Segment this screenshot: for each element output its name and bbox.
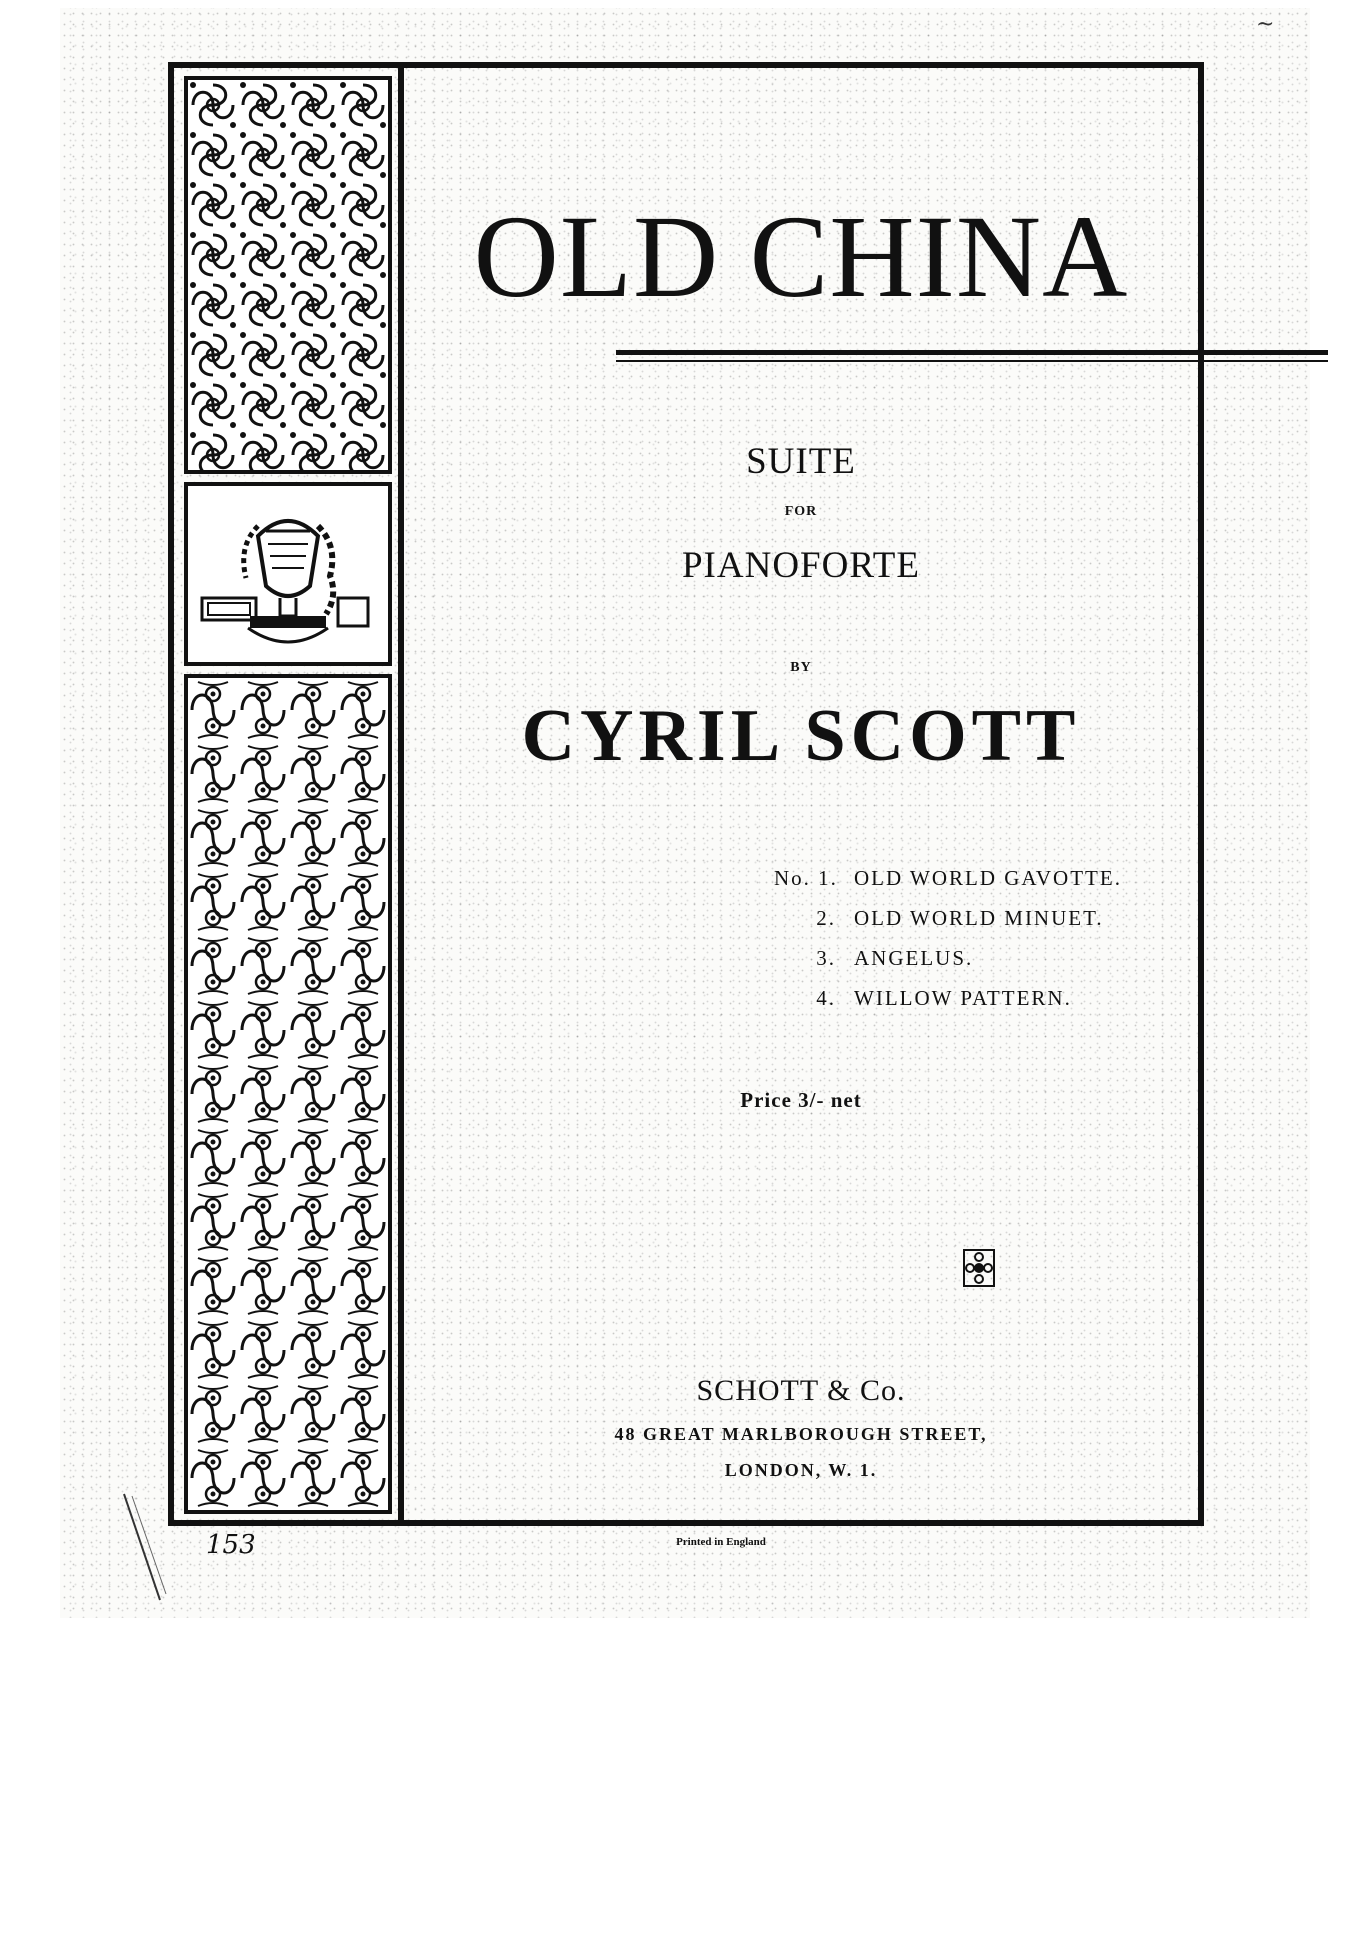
cover-frame bbox=[168, 62, 1204, 1526]
handwritten-number: 153 bbox=[206, 1530, 256, 1560]
cover-content bbox=[404, 68, 1198, 1520]
title-underline bbox=[616, 350, 1328, 355]
by-label: BY bbox=[790, 660, 812, 675]
piece-title: OLD WORLD GAVOTTE. bbox=[854, 866, 1122, 890]
piece-title: OLD WORLD MINUET. bbox=[854, 906, 1104, 930]
piece-title: WILLOW PATTERN. bbox=[854, 986, 1072, 1010]
list-item bbox=[774, 906, 1122, 946]
ornament-panel-top bbox=[184, 76, 392, 474]
vase-panel bbox=[184, 482, 392, 666]
floral-scroll-ornament-icon bbox=[188, 678, 388, 1510]
list-item bbox=[774, 866, 1122, 906]
composer-name: CYRIL SCOTT bbox=[521, 695, 1081, 777]
publisher-name: SCHOTT & Co. bbox=[696, 1374, 906, 1407]
ornamental-border-column bbox=[174, 68, 404, 1520]
list-item bbox=[774, 946, 1122, 986]
subtitle-suite: SUITE bbox=[746, 441, 856, 482]
piece-number: No. 1. bbox=[774, 866, 838, 890]
subtitle-pianoforte: PIANOFORTE bbox=[681, 545, 921, 586]
price-label: Price 3/- net bbox=[740, 1088, 862, 1112]
scroll-ornament-icon bbox=[188, 80, 388, 470]
binding-mark-icon bbox=[120, 1490, 170, 1610]
corner-handwritten-mark: ~ bbox=[1256, 12, 1275, 37]
publisher-city: LONDON, W. 1. bbox=[724, 1460, 878, 1480]
vase-icon bbox=[188, 486, 388, 662]
subtitle-for: FOR bbox=[784, 504, 818, 519]
printed-in-label: Printed in England bbox=[676, 1536, 766, 1548]
piece-title: ANGELUS. bbox=[854, 946, 974, 970]
piece-number: 2. bbox=[816, 906, 836, 930]
flower-ornament-icon bbox=[962, 1248, 996, 1288]
ornament-panel-bottom bbox=[184, 674, 392, 1514]
title-underline-thin bbox=[616, 360, 1328, 362]
piece-list bbox=[774, 866, 1122, 1026]
page-title: OLD CHINA bbox=[473, 191, 1129, 322]
piece-number: 3. bbox=[816, 946, 836, 970]
list-item bbox=[774, 986, 1122, 1026]
piece-number: 4. bbox=[816, 986, 836, 1010]
publisher-address: 48 GREAT MARLBOROUGH STREET, bbox=[614, 1424, 988, 1444]
